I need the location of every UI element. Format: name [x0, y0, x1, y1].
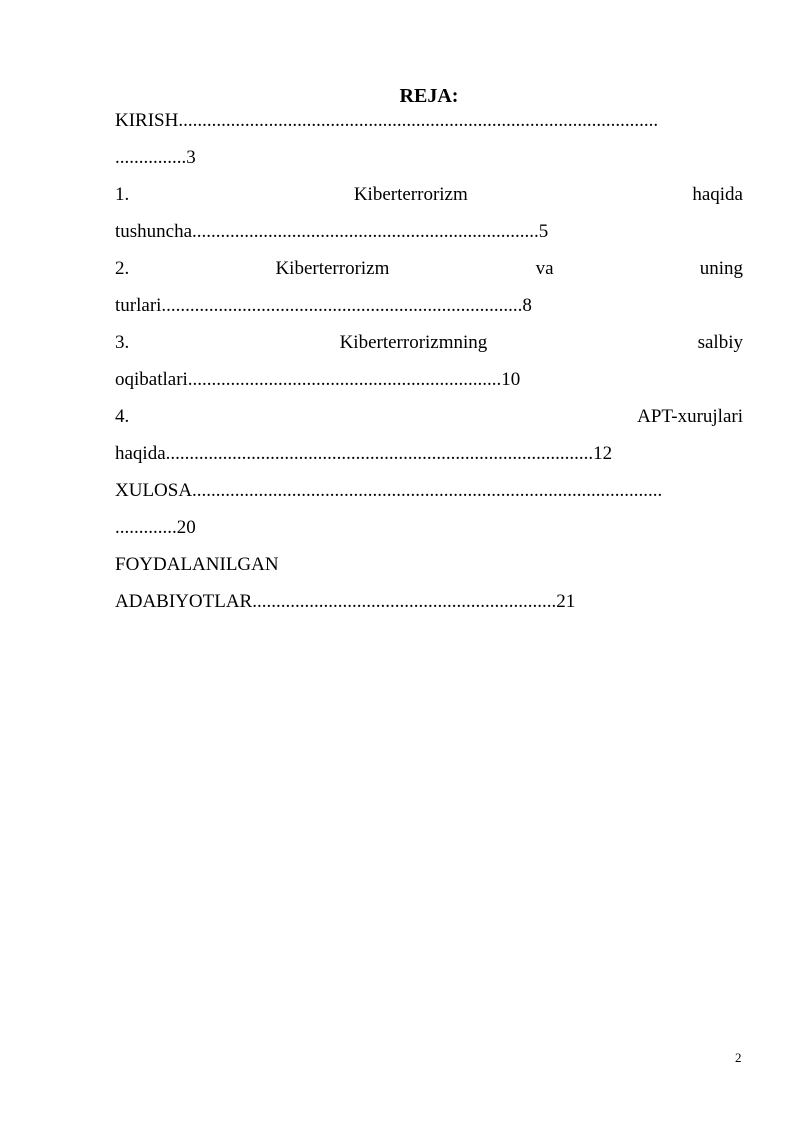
toc-entry-kirish-text: KIRISH..................................................................................................... — [115, 110, 659, 131]
toc-entry-4-number: 4. — [115, 406, 130, 427]
toc-entry-1-number: 1. — [115, 184, 130, 205]
toc-entry-references-leader: ADABIYOTLAR................................................................21 — [115, 591, 576, 612]
toc-entry-1-leader: tushuncha.........................................................................5 — [115, 221, 549, 242]
toc-entry-2-leader: turlari............................................................................8 — [115, 295, 532, 316]
toc-entry-4-word-1: APT-xurujlari — [637, 406, 743, 427]
toc-entry-1-line-2 — [115, 220, 743, 244]
toc-entry-3-word-1: Kiberterrorizmning — [339, 332, 488, 353]
toc-entry-3-word-2: salbiy — [697, 332, 743, 353]
toc-entry-xulosa-text: XULOSA................................................................................................... — [115, 480, 663, 501]
toc-entry-3-number: 3. — [115, 332, 130, 353]
toc-entry-1-line-1 — [115, 183, 743, 207]
toc-entry-3-leader: oqibatlari..................................................................10 — [115, 369, 521, 390]
toc-entry-kirish-line-1 — [115, 109, 743, 133]
toc-entry-2-line-2 — [115, 294, 743, 318]
toc-entry-xulosa-line-2 — [115, 516, 743, 540]
toc-entry-2-word-1: Kiberterrorizm — [275, 258, 390, 279]
toc-entry-4-line-1 — [115, 405, 743, 429]
toc-entry-kirish-line-2 — [115, 146, 743, 170]
toc-entry-2-word-2: va — [535, 258, 554, 279]
toc-entry-xulosa-page: .............20 — [115, 517, 196, 538]
toc-entry-2-number: 2. — [115, 258, 130, 279]
toc-entry-references-line-1 — [115, 553, 743, 577]
toc-entry-4-line-2 — [115, 442, 743, 466]
toc-entry-4-leader: haqida..........................................................................................12 — [115, 443, 613, 464]
toc-entry-1-word-2: haqida — [692, 184, 743, 205]
toc-entry-xulosa-line-1 — [115, 479, 743, 503]
toc-entry-3-line-1 — [115, 331, 743, 355]
toc-entry-1-word-1: Kiberterrorizm — [353, 184, 468, 205]
toc-entry-references-line-2 — [115, 590, 743, 614]
page-number: 2 — [735, 1050, 742, 1065]
page-title: REJA: — [399, 85, 459, 107]
toc-entry-kirish-page: ...............3 — [115, 147, 196, 168]
toc-entry-references-text: FOYDALANILGAN — [115, 554, 279, 575]
toc-entry-3-line-2 — [115, 368, 743, 392]
toc-entry-2-word-3: uning — [699, 258, 743, 279]
toc-entry-2-line-1 — [115, 257, 743, 281]
